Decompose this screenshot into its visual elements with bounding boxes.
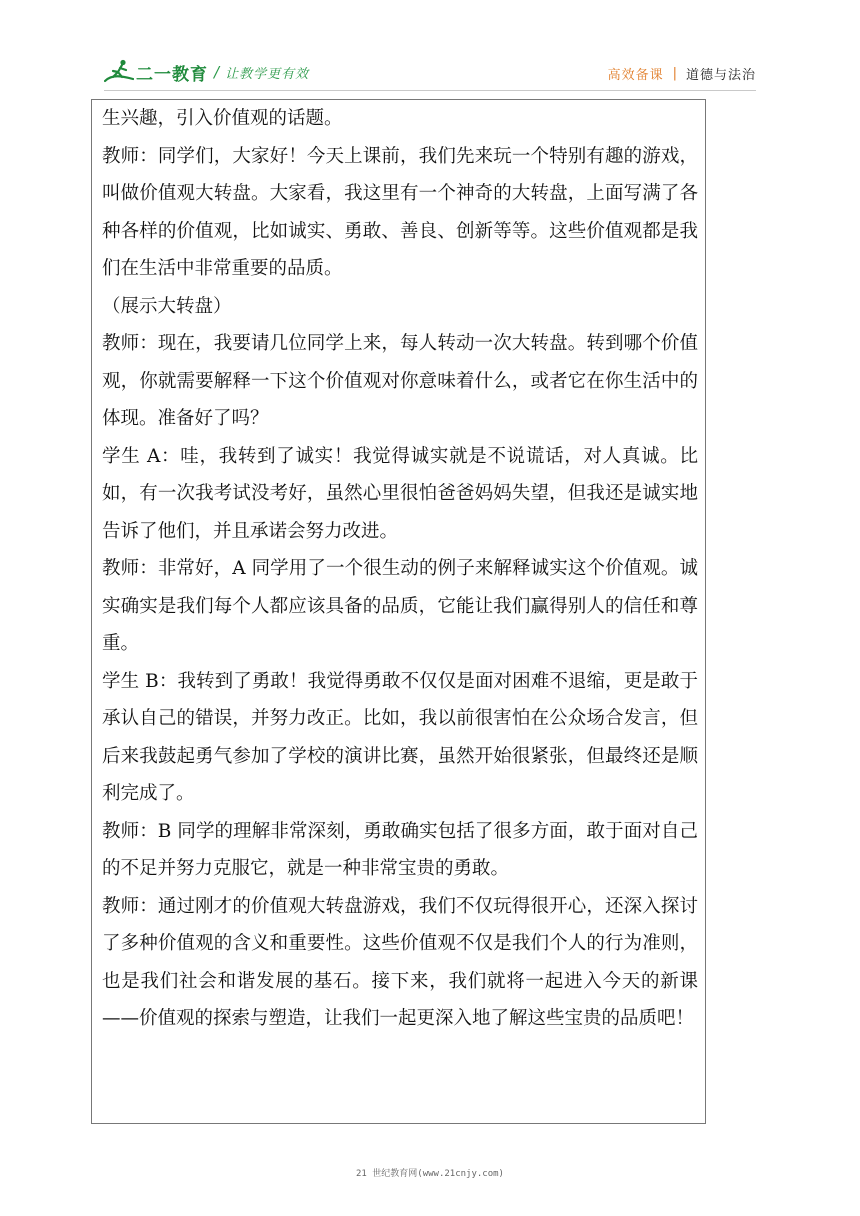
header-separator: | <box>672 66 677 81</box>
header-divider <box>104 90 756 91</box>
paragraph-teacher-greeting: 教师：同学们，大家好！今天上课前，我们先来玩一个特别有趣的游戏，叫做价值观大转盘。大家看，我这里有一个神奇的大转盘，上面写满了各种各样的价值观，比如诚实、勇敢、善良、创新等等。这些价值观都是我们在生活中非常重要的品质。 <box>102 145 698 279</box>
page-footer: 21 世纪教育网(www.21cnjy.com) <box>356 1169 504 1179</box>
content-frame <box>91 99 706 1124</box>
header-subject: 道德与法治 <box>685 68 756 83</box>
paragraph-teacher-feedback-a: 教师：非常好，A 同学用了一个很生动的例子来解释诚实这个价值观。诚实确实是我们每个人都应该具备的品质，它能让我们赢得别人的信任和尊重。 <box>102 558 698 654</box>
page-header <box>104 52 756 96</box>
paragraph-student-a: 学生 A：哇，我转到了诚实！我觉得诚实就是不说谎话，对人真诚。比如，有一次我考试没考好，虽然心里很怕爸爸妈妈失望，但我还是诚实地告诉了他们，并且承诺会努力改进。 <box>102 445 698 542</box>
brand-slogan: 让教学更有效 <box>225 66 310 82</box>
paragraph-teacher-feedback-b: 教师：B 同学的理解非常深刻，勇敢确实包括了很多方面，敢于面对自己的不足并努力克服它，就是一种非常宝贵的勇敢。 <box>102 820 698 879</box>
paragraph-teacher-instructions: 教师：现在，我要请几位同学上来，每人转动一次大转盘。转到哪个价值观，你就需要解释一下这个价值观对你意味着什么，或者它在你生活中的体现。准备好了吗？ <box>102 333 698 429</box>
lesson-text <box>102 100 698 1038</box>
runner-icon <box>104 59 134 85</box>
paragraph-student-b: 学生 B：我转到了勇敢！我觉得勇敢不仅仅是面对困难不退缩，更是敢于承认自己的错误，并努力改正。比如，我以前很害怕在公众场合发言，但后来我鼓起勇气参加了学校的演讲比赛，虽然开始很紧张，但最终还是顺利完成了。 <box>102 670 698 804</box>
paragraph-teacher-summary: 教师：通过刚才的价值观大转盘游戏，我们不仅玩得很开心，还深入探讨了多种价值观的含义和重要性。这些价值观不仅是我们个人的行为准则，也是我们社会和谐发展的基石。接下来，我们就将一起进入今天的新课——价值观的探索与塑造，让我们一起更深入地了解这些宝贵的品质吧！ <box>102 895 698 1029</box>
header-tag-efficient-prep: 高效备课 <box>607 68 664 83</box>
brand-slash: / <box>214 63 220 81</box>
paragraph-intro-tail: 生兴趣，引入价值观的话题。 <box>102 108 343 129</box>
paragraph-stage-direction: （展示大转盘） <box>102 295 232 317</box>
header-category <box>608 64 756 83</box>
brand-name: 二一教育 <box>136 64 208 85</box>
logo <box>104 56 309 88</box>
